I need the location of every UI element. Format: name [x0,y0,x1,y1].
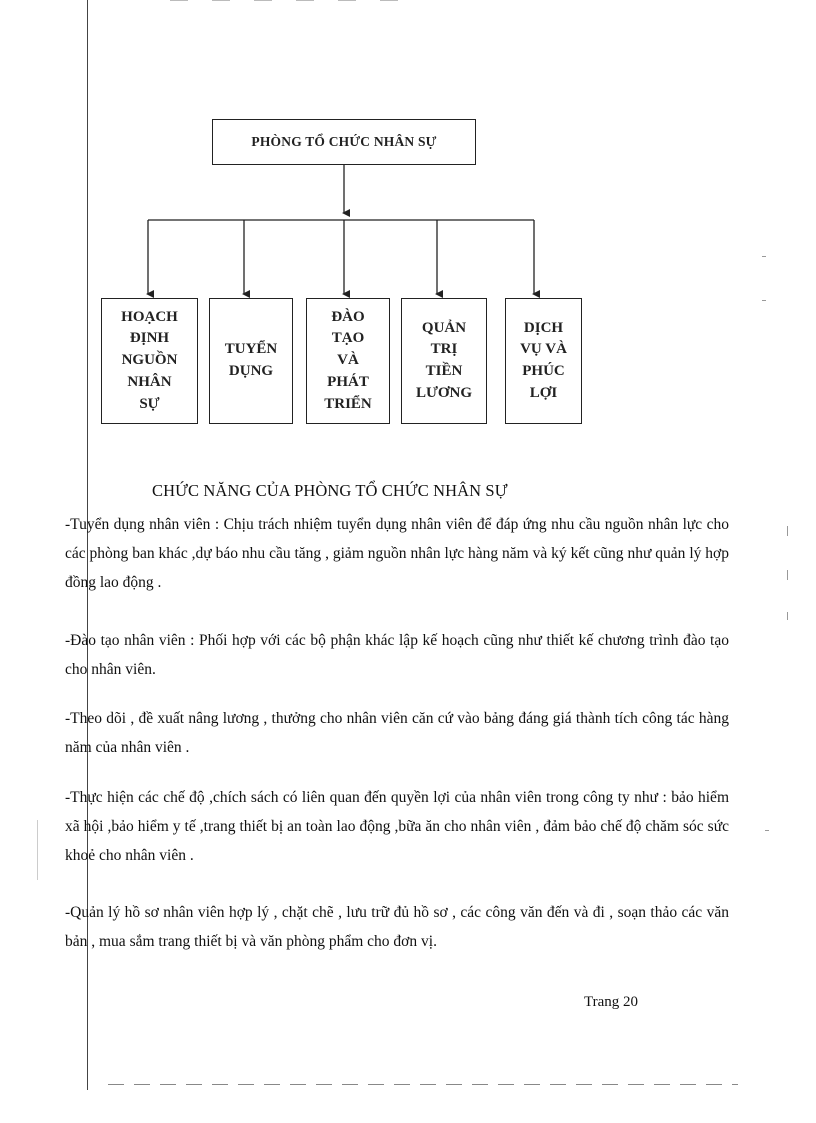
org-box-line: TRỊ [430,341,458,358]
org-box-line: DỤNG [228,363,274,379]
paragraph-text: -Quản lý hồ sơ nhân viên hợp lý , chặt chẽ , lưu trữ đủ hồ sơ , các công văn đến và đi , soạn thảo các văn bản , mua sắm trang thiết bị và văn phòng phẩm cho đơn vị. [65,904,729,950]
org-box-dao-tao [306,298,390,424]
scan-speck [765,830,769,831]
org-box-quan-tri [401,298,487,424]
org-box-tuyen-dung [209,298,293,424]
org-root-box [212,119,476,165]
chart-caption: CHỨC NĂNG CỦA PHÒNG TỔ CHỨC NHÂN SỰ [152,481,508,500]
org-box-line: SỰ [139,395,160,412]
org-box-line: ĐÀO [331,308,365,325]
org-box-line: PHÚC [522,363,565,379]
org-box-line: LƯƠNG [415,384,473,401]
org-box-line: DỊCH [523,319,564,336]
scan-speck [787,570,788,580]
org-chart-connectors [0,0,816,330]
paragraph-nang-luong [65,704,729,762]
org-box-line: TRIỂN [324,395,372,412]
org-box-line: HOẠCH [121,308,178,325]
org-box-line: NGUỒN [121,352,178,369]
org-box-line: TẠO [331,330,365,347]
org-box-line: ĐỊNH [129,330,170,347]
org-root-label: PHÒNG TỔ CHỨC NHÂN SỰ [251,134,437,149]
paragraph-ho-so [65,898,729,956]
paragraph-text: -Theo dõi , đề xuất nâng lương , thưởng cho nhân viên căn cứ vào bảng đáng giá thành tích công tác hàng năm của nhân viên . [65,710,729,756]
org-box-line: NHÂN [127,373,172,390]
org-box-line: VÀ [337,352,359,369]
scan-speck [787,612,788,620]
paragraph-tuyen-dung [65,510,729,597]
page-number: Trang 20 [584,994,639,1010]
org-box-line: PHÁT [327,373,369,390]
org-box-dich-vu [505,298,582,424]
org-box-hoach-dinh [101,298,198,424]
scan-speck [37,820,38,880]
org-box-line: TIỀN [425,363,463,379]
org-box-line: LỢI [529,384,558,401]
scan-dash-bottom [108,1084,738,1085]
scan-speck [787,526,788,536]
org-box-line: VỤ VÀ [520,341,567,358]
org-box-line: TUYỂN [224,341,278,358]
paragraph-text: -Tuyển dụng nhân viên : Chịu trách nhiệm tuyển dụng nhân viên để đáp ứng nhu cầu nguồn nhân lực cho các phòng ban khác ,dự báo nhu cầu tăng , giảm nguồn nhân lực hàng năm và ký kết cũng như quản lý hợp đồng lao động . [65,516,729,591]
paragraph-text: -Đào tạo nhân viên : Phối hợp với các bộ phận khác lập kế hoạch cũng như thiết kế chương trình đào tạo cho nhân viên. [65,632,729,678]
paragraph-text: -Thực hiện các chế độ ,chích sách có liên quan đến quyền lợi của nhân viên trong công ty như : bảo hiểm xã hội ,bảo hiểm y tế ,trang thiết bị an toàn lao động ,bữa ăn cho nhân viên , đảm bảo chế độ chăm sóc sức khoẻ cho nhân viên . [65,789,729,864]
org-box-line: QUẢN [421,319,467,336]
paragraph-che-do [65,783,729,870]
paragraph-dao-tao [65,626,729,684]
